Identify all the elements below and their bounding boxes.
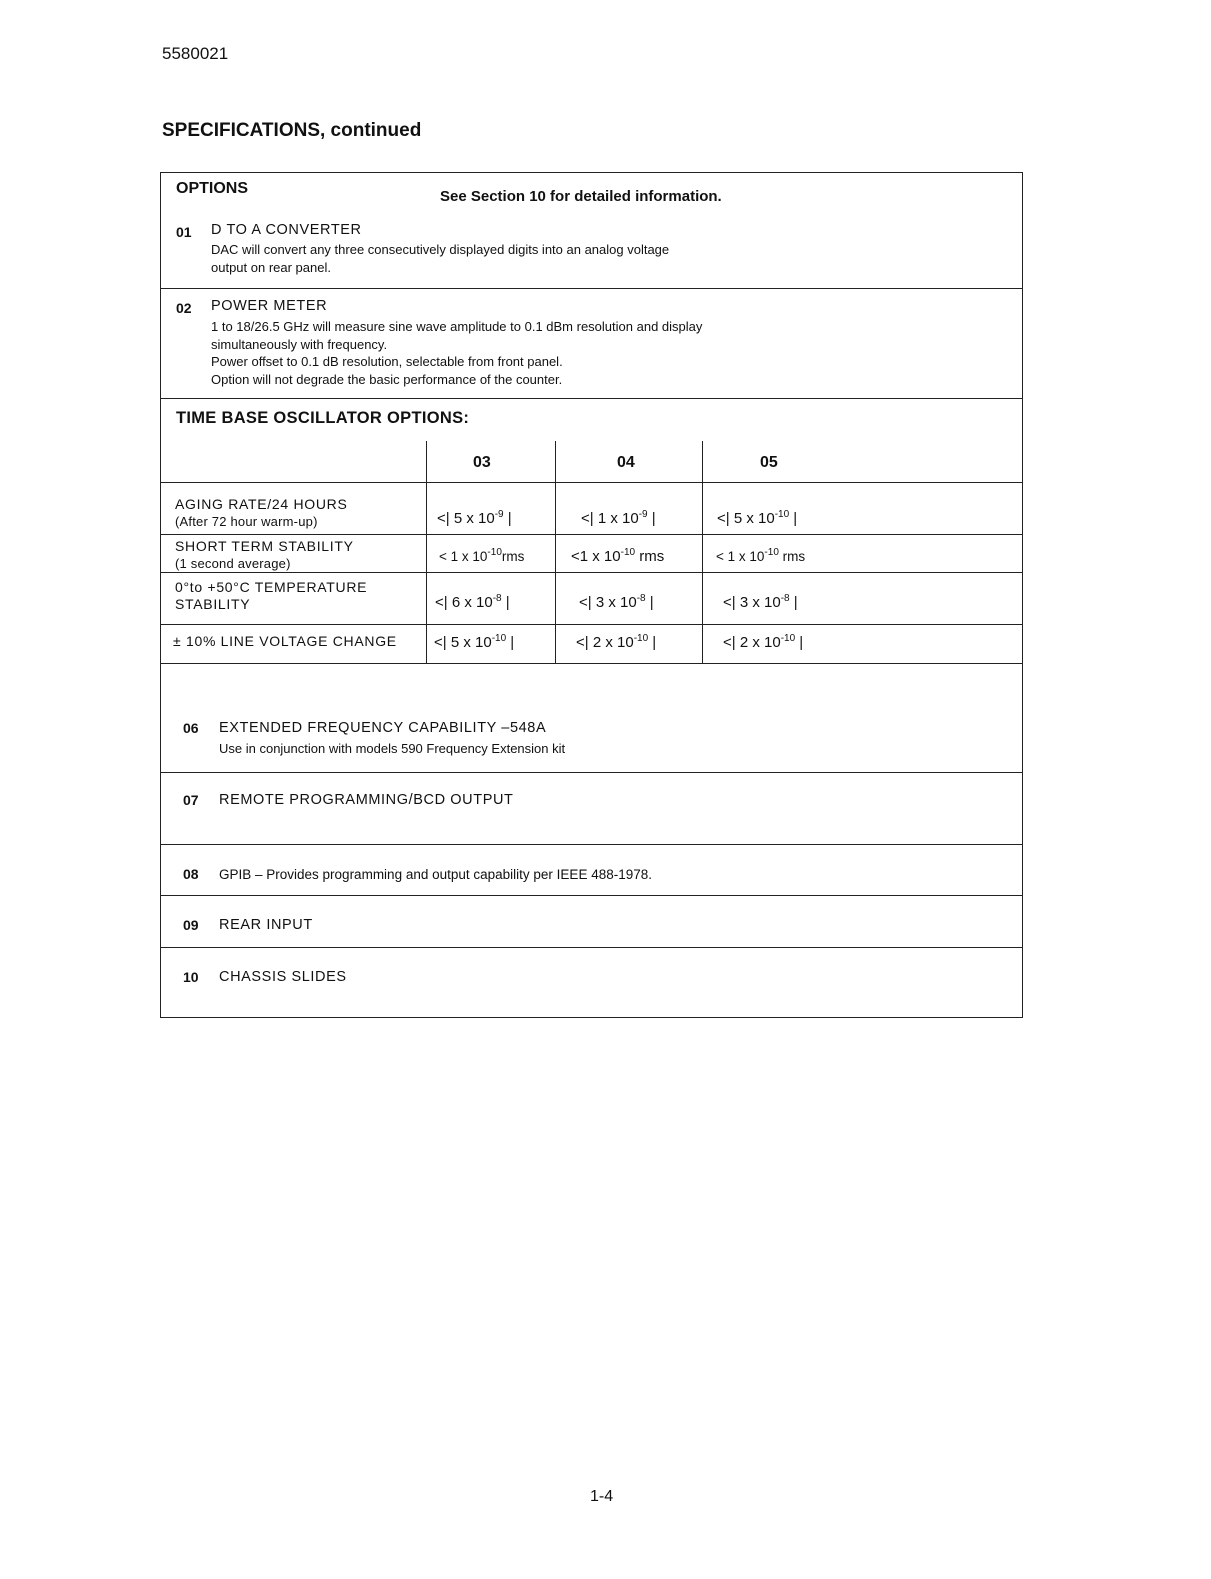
table-cell: <| 5 x $10^{-10}$ |: [717, 509, 798, 527]
table-cell: < 1 x $10^{-10}$ rms: [716, 547, 806, 564]
table-column-line: [426, 441, 427, 663]
row-label-main: 0°to +50°C TEMPERATURE: [175, 579, 368, 595]
table-cell: <| 5 x $10^{-9}$ |: [437, 509, 512, 527]
divider: [161, 844, 1022, 845]
page-number: 1-4: [590, 1488, 614, 1505]
divider: [161, 947, 1022, 948]
option-01-name: D TO A CONVERTER: [211, 222, 362, 238]
divider: [161, 288, 1022, 289]
table-cell: <| 2 x $10^{-10}$ |: [576, 633, 657, 651]
table-row-label: [175, 579, 367, 613]
table-row-line: [161, 482, 1022, 483]
option-02-description: [211, 318, 702, 388]
row-label-main: ± 10% LINE VOLTAGE CHANGE: [173, 633, 397, 649]
table-cell: < 1 x $10^{-10}rms$: [439, 547, 525, 564]
column-header-05: 05: [760, 454, 778, 471]
table-column-line: [555, 441, 556, 663]
divider: [161, 895, 1022, 896]
table-row-label: [173, 633, 397, 650]
table-cell: <| 3 x $10^{-8}$ |: [723, 593, 798, 611]
table-cell: <| 6 x $10^{-8}$ |: [435, 593, 510, 611]
document-number: 5580021: [162, 44, 229, 63]
option-02-number: 02: [176, 300, 192, 316]
option-06-name: EXTENDED FREQUENCY CAPABILITY –548A: [219, 720, 547, 736]
row-label-main: AGING RATE/24 HOURS: [175, 496, 348, 512]
table-row-line: [161, 572, 1022, 573]
option-10-number: 10: [183, 969, 199, 985]
option-01-description: [211, 241, 669, 276]
option-06-number: 06: [183, 720, 199, 736]
option-07-name: REMOTE PROGRAMMING/BCD OUTPUT: [219, 792, 514, 808]
table-cell: <| 3 x $10^{-8}$ |: [579, 593, 654, 611]
option-02-line: 1 to 18/26.5 GHz will measure sine wave amplitude to 0.1 dBm resolution and display: [211, 319, 703, 334]
time-base-title: TIME BASE OSCILLATOR OPTIONS:: [176, 409, 470, 427]
option-02-line: Power offset to 0.1 dB resolution, selectable from front panel.: [211, 354, 563, 369]
option-01-line: DAC will convert any three consecutively displayed digits into an analog voltage: [211, 242, 670, 257]
option-02-name: POWER METER: [211, 298, 328, 314]
row-label-main: SHORT TERM STABILITY: [175, 538, 354, 554]
table-row-label: [175, 496, 348, 530]
section-title: SPECIFICATIONS, continued: [162, 120, 422, 141]
option-01-line: output on rear panel.: [211, 259, 331, 275]
option-09-name: REAR INPUT: [219, 917, 313, 933]
table-cell: <1 x $10^{-10}$ rms: [571, 547, 665, 565]
divider: [161, 398, 1022, 399]
table-cell: <| 5 x $10^{-10}$ |: [434, 633, 515, 651]
table-column-line: [702, 441, 703, 663]
row-label-sub: (1 second average): [175, 556, 291, 571]
column-header-03: 03: [473, 454, 491, 471]
column-header-04: 04: [617, 454, 635, 471]
option-09-number: 09: [183, 917, 199, 933]
option-02-line: simultaneously with frequency.: [211, 336, 388, 352]
option-10-name: CHASSIS SLIDES: [219, 969, 347, 985]
table-row-line: [161, 624, 1022, 625]
table-row-label: [175, 538, 354, 572]
table-cell: <| 1 x $10^{-9}$ |: [581, 509, 656, 527]
divider: [161, 772, 1022, 773]
option-08-name: GPIB – Provides programming and output capability per IEEE 488-1978.: [219, 867, 652, 882]
table-cell: <| 2 x $10^{-10}$ |: [723, 633, 804, 651]
option-01-number: 01: [176, 224, 192, 240]
row-label-sub: STABILITY: [175, 596, 251, 612]
option-06-description: Use in conjunction with models 590 Frequency Extension kit: [219, 741, 566, 756]
options-heading: OPTIONS: [176, 180, 249, 197]
row-label-sub: (After 72 hour warm-up): [175, 514, 318, 529]
option-07-number: 07: [183, 792, 199, 808]
table-row-line: [161, 534, 1022, 535]
option-02-line: Option will not degrade the basic performance of the counter.: [211, 371, 563, 387]
options-box: [160, 172, 1023, 1018]
option-08-number: 08: [183, 866, 199, 882]
section-reference: See Section 10 for detailed information.: [440, 188, 722, 205]
table-row-line: [161, 663, 1022, 664]
